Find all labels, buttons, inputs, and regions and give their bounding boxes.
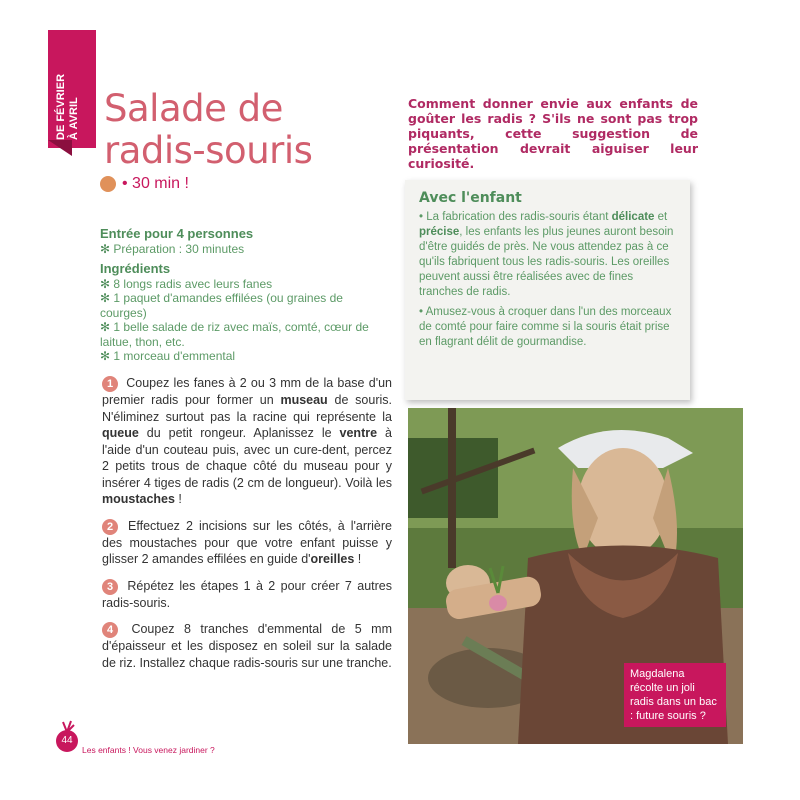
box-paragraph-2 — [419, 305, 676, 350]
ingredient-text: 1 paquet d'amandes effilées (ou graines de courges) — [100, 291, 343, 320]
step-number-badge: 3 — [102, 579, 118, 595]
step-3 — [102, 578, 392, 612]
ingredient-text: 8 longs radis avec leurs fanes — [113, 276, 273, 291]
bullet-icon: • — [419, 306, 426, 318]
step-keyword: oreilles — [310, 552, 355, 566]
step-text: Coupez 8 tranches d'emmental de 5 mm d'épaisseur et les disposez en soleil sur la salade de riz. Installez chaque radis-souris sur une tranche. — [102, 622, 392, 670]
page-number: 44 — [56, 730, 78, 752]
ingredient-text: 1 belle salade de riz avec maïs, comté, cœur de laitue, thon, etc. — [100, 320, 369, 349]
with-child-box — [405, 180, 690, 400]
difficulty-dot-icon — [100, 176, 116, 192]
box-keyword: précise — [419, 226, 460, 238]
season-label — [55, 32, 81, 140]
step-text: Coupez les fanes à 2 ou 3 mm de la base d'un premier radis pour former un — [102, 376, 392, 407]
step-text: ! — [174, 492, 182, 506]
footer-book-title: Les enfants ! Vous venez jardiner ? — [82, 745, 215, 755]
step-keyword: museau — [280, 393, 328, 407]
intro-text: Comment donner envie aux enfants de goûter les radis ? S'ils ne sont pas trop piquants, cette suggestion de présentation devrait aiguiser leur curiosité. — [408, 96, 698, 171]
asterisk-icon: ✻ — [100, 320, 114, 334]
step-keyword: moustaches — [102, 492, 175, 506]
step-number-badge: 2 — [102, 519, 118, 535]
asterisk-icon: ✻ — [100, 276, 114, 291]
ingredient-item — [100, 320, 392, 349]
step-number-badge: 4 — [102, 622, 118, 638]
prep-text: Préparation : 30 minutes — [113, 241, 245, 256]
step-text: ! — [354, 552, 362, 566]
tab-fold — [48, 140, 72, 156]
asterisk-icon: ✻ — [100, 291, 114, 305]
entree-heading: Entrée pour 4 personnes — [100, 226, 254, 241]
box-paragraph-1 — [419, 210, 676, 300]
prep-line — [100, 242, 392, 257]
ingredient-item — [100, 277, 392, 292]
step-4 — [102, 621, 392, 671]
asterisk-icon: ✻ — [100, 349, 114, 363]
ingredients-block — [100, 227, 392, 364]
step-keyword: ventre — [339, 426, 378, 440]
step-1 — [102, 375, 392, 508]
ingredients-heading: Ingrédients — [100, 261, 171, 276]
time-info — [100, 175, 189, 193]
box-heading: Avec l'enfant — [419, 190, 522, 206]
step-text: de souris. N'éliminez surtout pas la racine qui représente la — [102, 393, 392, 424]
season-line1: DE FÉVRIER — [55, 73, 67, 140]
asterisk-icon: ✻ — [100, 241, 114, 256]
recipe-title — [104, 88, 312, 172]
step-number-badge: 1 — [102, 376, 118, 392]
title-line1: Salade de — [104, 87, 283, 130]
title-line2: radis-souris — [104, 129, 313, 172]
photo-caption: Magdalena récolte un joli radis dans un bac : future souris ? — [624, 663, 726, 727]
ingredient-text: 1 morceau d'emmental — [113, 349, 236, 363]
box-keyword: délicate — [611, 211, 655, 223]
ingredient-item — [100, 349, 392, 364]
bullet-icon: • — [419, 211, 427, 223]
box-text: et — [654, 211, 668, 223]
step-2 — [102, 518, 392, 568]
radish-icon — [55, 718, 85, 738]
steps-block — [102, 375, 392, 681]
box-text: La fabrication des radis-souris étant — [426, 211, 612, 223]
step-text: Effectuez 2 incisions sur les côtés, à l'arrière des moustaches pour que votre enfant puisse y glisser 2 amandes effilées en guide d' — [102, 518, 392, 566]
step-text: Répétez les étapes 1 à 2 pour créer 7 autres radis-souris. — [102, 578, 392, 610]
box-text: , les enfants les plus jeunes auront besoin d'être guidés de près. Ne vous attendez pas à ce qu'ils fabriquent tous les radis-souris. Les oreilles peuvent aussi être réalisées avec de fines tranches de radis. — [419, 226, 674, 298]
step-keyword: queue — [102, 426, 139, 440]
ingredient-item — [100, 291, 392, 320]
step-text: du petit rongeur. Aplanissez le — [138, 426, 340, 440]
box-text: Amusez-vous à croquer dans l'un des morceaux de comté pour faire comme si la souris était prise en flagrant délit de gourmandise. — [419, 306, 672, 348]
season-line2: À AVRIL — [68, 97, 80, 140]
step-text: à l'aide d'un couteau puis, avec un cure-dent, percez 2 petits trous de chaque côté du museau pour y insérer 4 tiges de radis (2 cm de longueur). Voilà les — [102, 426, 392, 490]
time-text: • 30 min ! — [122, 175, 189, 192]
